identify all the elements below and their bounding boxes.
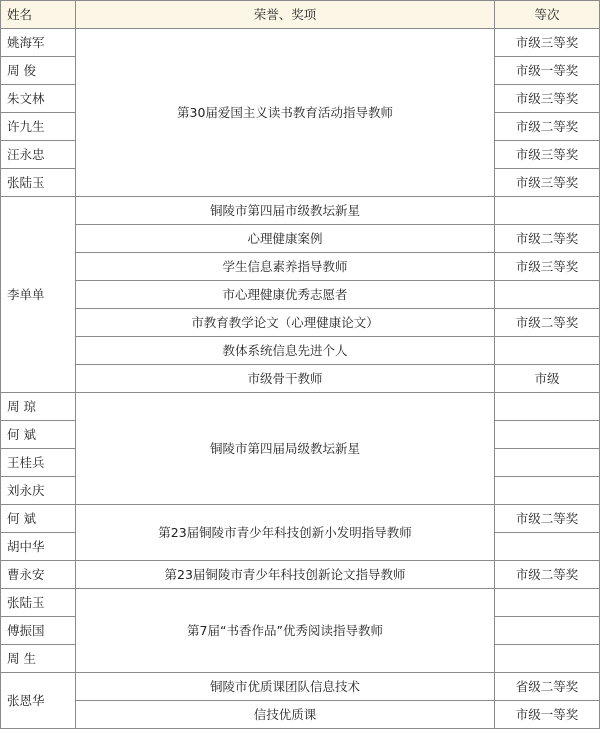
rank-cell xyxy=(495,589,600,617)
rank-cell: 市级一等奖 xyxy=(495,701,600,729)
award-cell: 第30届爱国主义读书教育活动指导教师 xyxy=(76,29,495,197)
table-row xyxy=(1,309,600,337)
award-cell: 信技优质课 xyxy=(76,701,495,729)
name-cell: 李单单 xyxy=(1,197,76,393)
name-cell: 曹永安 xyxy=(1,561,76,589)
table-row xyxy=(1,505,600,533)
award-cell: 教体系统信息先进个人 xyxy=(76,337,495,365)
table-row xyxy=(1,365,600,393)
award-cell: 市心理健康优秀志愿者 xyxy=(76,281,495,309)
award-cell: 铜陵市第四届市级教坛新星 xyxy=(76,197,495,225)
award-cell: 学生信息素养指导教师 xyxy=(76,253,495,281)
rank-cell xyxy=(495,617,600,645)
column-header-award: 荣誉、奖项 xyxy=(76,1,495,29)
table-row xyxy=(1,701,600,729)
name-cell: 汪永忠 xyxy=(1,141,76,169)
column-header-name: 姓名 xyxy=(1,1,76,29)
rank-cell: 市级一等奖 xyxy=(495,57,600,85)
rank-cell: 市级二等奖 xyxy=(495,225,600,253)
rank-cell: 市级三等奖 xyxy=(495,169,600,197)
rank-cell: 省级二等奖 xyxy=(495,673,600,701)
name-cell: 许九生 xyxy=(1,113,76,141)
table-row xyxy=(1,197,600,225)
name-cell: 刘永庆 xyxy=(1,477,76,505)
award-cell: 第7届“书香作品”优秀阅读指导教师 xyxy=(76,589,495,673)
award-cell: 市教育教学论文（心理健康论文） xyxy=(76,309,495,337)
table-row xyxy=(1,589,600,617)
table-row xyxy=(1,253,600,281)
rank-cell: 市级 xyxy=(495,365,600,393)
column-header-rank: 等次 xyxy=(495,1,600,29)
name-cell: 张陆玉 xyxy=(1,589,76,617)
table-row xyxy=(1,225,600,253)
name-cell: 周 琼 xyxy=(1,393,76,421)
header-row xyxy=(1,1,600,29)
rank-cell xyxy=(495,421,600,449)
rank-cell xyxy=(495,197,600,225)
table-row xyxy=(1,561,600,589)
name-cell: 周 生 xyxy=(1,645,76,673)
name-cell: 姚海军 xyxy=(1,29,76,57)
rank-cell xyxy=(495,281,600,309)
table-row xyxy=(1,393,600,421)
table-row xyxy=(1,337,600,365)
table-row xyxy=(1,281,600,309)
rank-cell: 市级二等奖 xyxy=(495,505,600,533)
rank-cell xyxy=(495,645,600,673)
rank-cell: 市级二等奖 xyxy=(495,561,600,589)
award-cell: 铜陵市第四届局级教坛新星 xyxy=(76,393,495,505)
table-row xyxy=(1,29,600,57)
table-row xyxy=(1,673,600,701)
name-cell: 周 俊 xyxy=(1,57,76,85)
award-cell: 心理健康案例 xyxy=(76,225,495,253)
award-cell: 第23届铜陵市青少年科技创新论文指导教师 xyxy=(76,561,495,589)
name-cell: 朱文林 xyxy=(1,85,76,113)
name-cell: 张恩华 xyxy=(1,673,76,729)
name-cell: 张陆玉 xyxy=(1,169,76,197)
award-cell: 铜陵市优质课团队信息技术 xyxy=(76,673,495,701)
rank-cell xyxy=(495,477,600,505)
rank-cell: 市级三等奖 xyxy=(495,29,600,57)
rank-cell: 市级三等奖 xyxy=(495,253,600,281)
name-cell: 胡中华 xyxy=(1,533,76,561)
name-cell: 何 斌 xyxy=(1,421,76,449)
rank-cell: 市级二等奖 xyxy=(495,113,600,141)
rank-cell xyxy=(495,393,600,421)
rank-cell xyxy=(495,337,600,365)
rank-cell: 市级三等奖 xyxy=(495,85,600,113)
name-cell: 何 斌 xyxy=(1,505,76,533)
award-cell: 第23届铜陵市青少年科技创新小发明指导教师 xyxy=(76,505,495,561)
award-cell: 市级骨干教师 xyxy=(76,365,495,393)
name-cell: 傅振国 xyxy=(1,617,76,645)
rank-cell: 市级二等奖 xyxy=(495,309,600,337)
rank-cell xyxy=(495,449,600,477)
rank-cell xyxy=(495,533,600,561)
name-cell: 王桂兵 xyxy=(1,449,76,477)
rank-cell: 市级三等奖 xyxy=(495,141,600,169)
